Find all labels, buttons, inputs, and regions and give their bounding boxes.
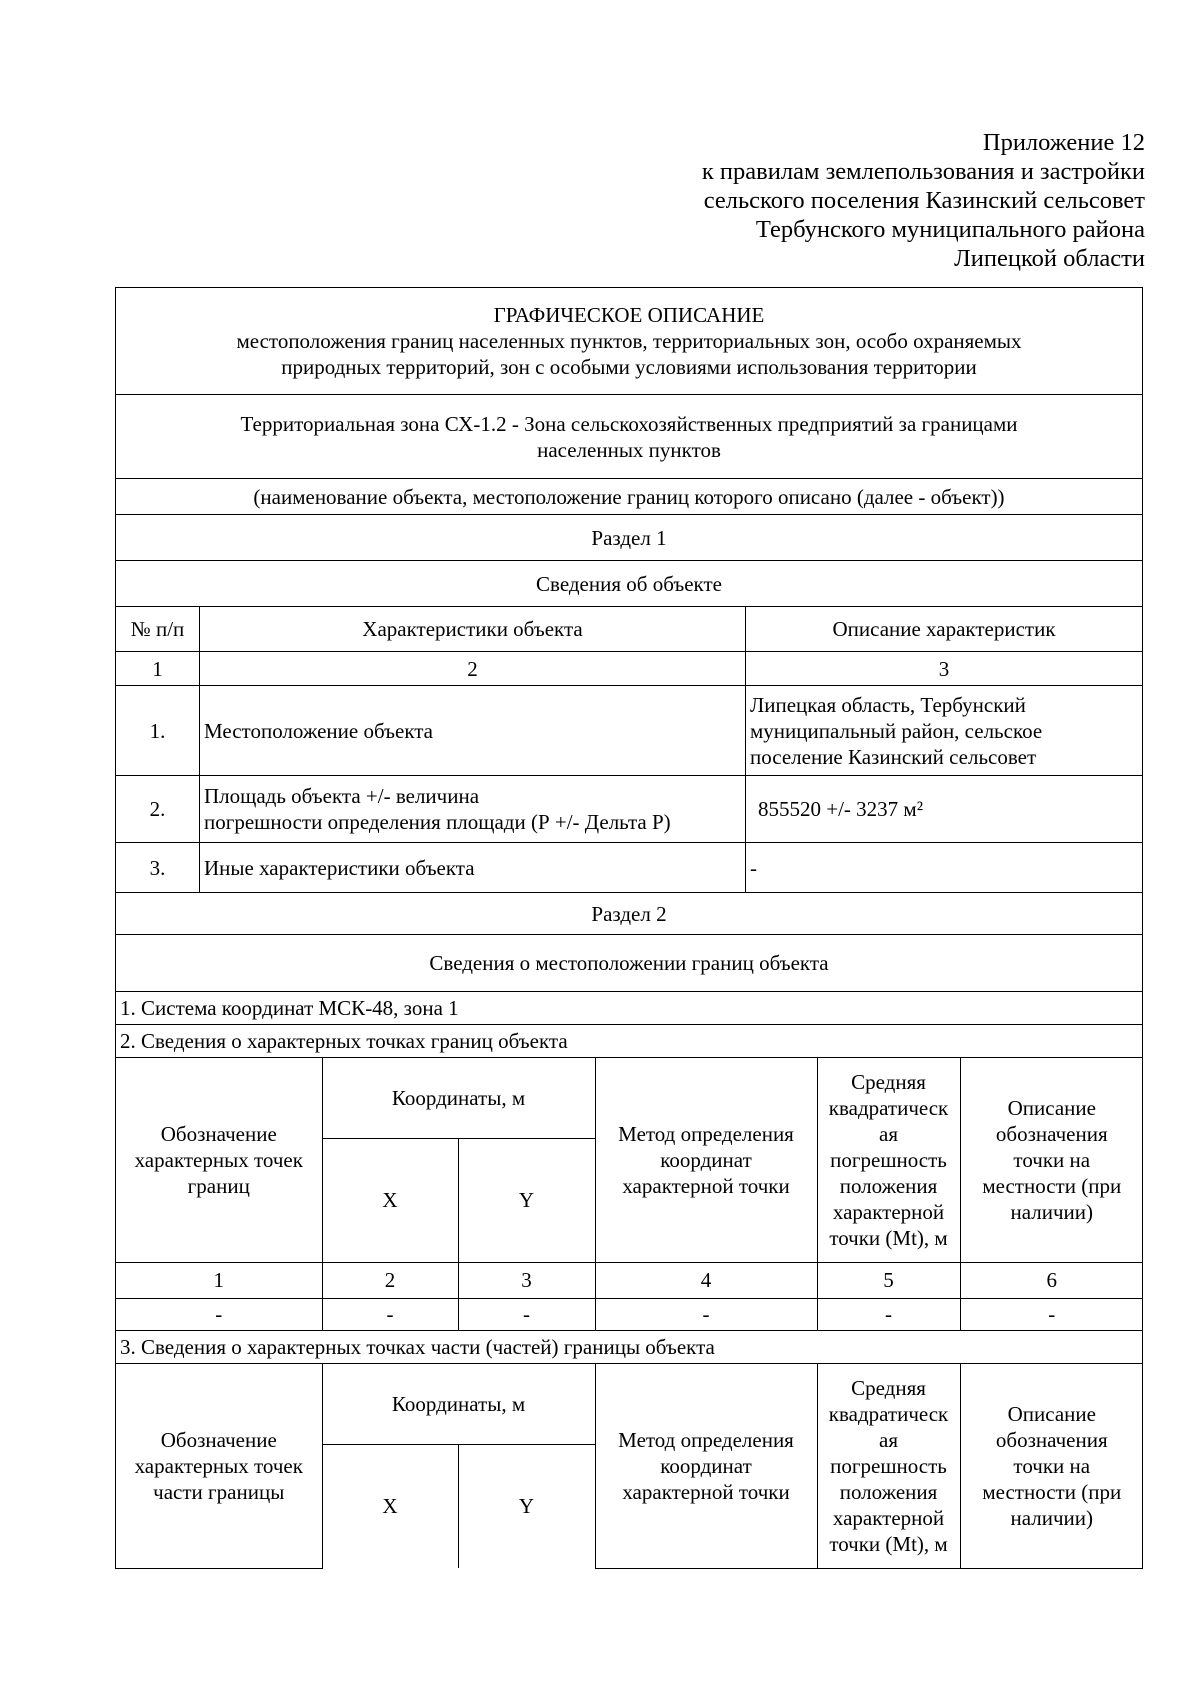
row-number: 2. [116, 776, 200, 843]
header-text: характерной точки [622, 1173, 790, 1198]
header-text: координат [660, 1147, 752, 1172]
column-number: 5 [817, 1262, 960, 1298]
object-name-line: населенных пунктов [537, 437, 721, 462]
object-caption-row [116, 479, 1143, 515]
header-line: сельского поселения Казинский сельсовет [703, 187, 1145, 214]
empty-cell: - [960, 1298, 1143, 1330]
coordinates-header: Координаты, м [322, 1058, 595, 1138]
coord-system: 1. Система координат МСК-48, зона 1 [116, 992, 1143, 1025]
column-number: 2 [200, 652, 746, 686]
header-text: наличии) [1010, 1505, 1094, 1530]
header-text: характерной точки [622, 1479, 790, 1504]
header-text: ая [879, 1427, 898, 1452]
row-number: 3. [116, 843, 200, 893]
table-row [116, 776, 1143, 843]
header-text: Обозначение [160, 1427, 277, 1452]
header-text: характерной [832, 1505, 945, 1530]
section-label-row [116, 893, 1143, 935]
header-line: Липецкой области [954, 245, 1145, 272]
empty-cell: - [322, 1298, 458, 1330]
title-main: ГРАФИЧЕСКОЕ ОПИСАНИЕ [493, 303, 765, 327]
table-header-row [116, 607, 1143, 652]
graphic-description-table [115, 287, 1143, 1569]
characteristic-cell [200, 776, 746, 843]
y-header: Y [458, 1138, 595, 1262]
header-text: положения [839, 1173, 938, 1198]
section2-title: Сведения о местоположении границ объекта [116, 935, 1143, 992]
coord-system-row [116, 992, 1143, 1025]
header-text: квадратическ [828, 1401, 949, 1426]
section1-title: Сведения об объекте [116, 561, 1143, 607]
description-cell [746, 686, 1143, 776]
object-name [116, 395, 1143, 479]
header-text: Средняя [851, 1375, 926, 1400]
column-number: 3 [746, 652, 1143, 686]
points-title-row [116, 1025, 1143, 1058]
column-number: 1 [116, 652, 200, 686]
method-header [595, 1058, 817, 1262]
column-header: Описание характеристик [746, 607, 1143, 652]
column-numbers-row [116, 652, 1143, 686]
header-text: наличии) [1010, 1199, 1094, 1224]
header-text: погрешность [830, 1147, 947, 1172]
document-title [116, 288, 1143, 395]
error-header [817, 1364, 960, 1568]
title-line: местоположения границ населенных пунктов, территориальных зон, особо охраняемых [236, 329, 1022, 353]
object-name-line: Территориальная зона СХ-1.2 - Зона сельскохозяйственных предприятий за границами [240, 411, 1018, 436]
table-row [116, 686, 1143, 776]
column-number: 1 [116, 1262, 322, 1298]
header-text: местности (при [982, 1173, 1122, 1198]
column-numbers-row [116, 1262, 1143, 1298]
point-designation-header [116, 1364, 322, 1568]
title-line: природных территорий, зон с особыми условиями использования территории [281, 355, 977, 379]
points-title: 2. Сведения о характерных точках границ объекта [116, 1025, 1143, 1058]
section-title-row [116, 561, 1143, 607]
header-text: обозначения [995, 1121, 1108, 1146]
header-text: точки на [1013, 1453, 1091, 1478]
header-text: части границы [153, 1479, 285, 1504]
header-line: к правилам землепользования и застройки [701, 158, 1145, 185]
header-text: границ [187, 1173, 250, 1198]
characteristic-text: Площадь объекта +/- величина [204, 784, 480, 808]
header-text: Описание [1007, 1401, 1096, 1426]
column-number: 6 [960, 1262, 1143, 1298]
section1-label: Раздел 1 [116, 515, 1143, 561]
column-number: 3 [458, 1262, 595, 1298]
point-description-header [960, 1058, 1143, 1262]
description-cell [746, 843, 1143, 893]
header-text: характерной [832, 1199, 945, 1224]
table-row [116, 843, 1143, 893]
empty-cell: - [458, 1298, 595, 1330]
header-text: положения [839, 1479, 938, 1504]
error-header [817, 1058, 960, 1262]
description-text: - [750, 855, 757, 880]
header-text: квадратическ [828, 1095, 949, 1120]
section-label-row [116, 515, 1143, 561]
header-text: Описание [1007, 1095, 1096, 1120]
document-header [585, 128, 1145, 273]
parts-table-cell [116, 1364, 1143, 1569]
empty-cell: - [116, 1298, 322, 1330]
x-header: X [322, 1138, 458, 1262]
header-text: Средняя [851, 1069, 926, 1094]
table-row [116, 1298, 1143, 1330]
coordinates-header: Координаты, м [322, 1364, 595, 1444]
empty-cell: - [817, 1298, 960, 1330]
column-number: 2 [322, 1262, 458, 1298]
header-line: Приложение 12 [982, 129, 1145, 156]
y-header: Y [458, 1444, 595, 1568]
description-text: Липецкая область, Тербунский [750, 692, 1026, 717]
characteristic-cell [200, 843, 746, 893]
empty-cell: - [595, 1298, 817, 1330]
parts-table [116, 1364, 1143, 1569]
header-text: ая [879, 1121, 898, 1146]
header-text: обозначения [995, 1427, 1108, 1452]
header-text: Обозначение [160, 1121, 277, 1146]
parts-title: 3. Сведения о характерных точках части (частей) границы объекта [116, 1331, 1143, 1364]
header-text: погрешность [830, 1453, 947, 1478]
characteristic-text: Иные характеристики объекта [204, 855, 475, 880]
header-text: характерных точек [134, 1147, 303, 1172]
points-table-cell [116, 1058, 1143, 1331]
column-number: 4 [595, 1262, 817, 1298]
row-number: 1. [116, 686, 200, 776]
header-text: Метод определения [618, 1427, 794, 1452]
area-value: 855520 +/- 3237 м² [758, 797, 924, 821]
header-text: точки (Mt), м [829, 1531, 948, 1556]
header-text: координат [660, 1453, 752, 1478]
characteristic-text: погрешности определения площади (Р +/- Дельта Р) [204, 810, 671, 834]
point-description-header [960, 1364, 1143, 1568]
description-cell [746, 776, 1143, 843]
header-text: местности (при [982, 1479, 1122, 1504]
method-header [595, 1364, 817, 1568]
object-name-row [116, 395, 1143, 479]
description-text: поселение Казинский сельсовет [750, 744, 1037, 769]
object-caption: (наименование объекта, местоположение границ которого описано (далее - объект)) [116, 479, 1143, 515]
parts-table-row [116, 1364, 1143, 1569]
points-table-row [116, 1058, 1143, 1331]
section2-label: Раздел 2 [116, 893, 1143, 935]
column-header: Характеристики объекта [200, 607, 746, 652]
column-header: № п/п [116, 607, 200, 652]
parts-title-row [116, 1331, 1143, 1364]
x-header: X [322, 1444, 458, 1568]
header-text: точки на [1013, 1147, 1091, 1172]
header-text: точки (Mt), м [829, 1225, 948, 1250]
characteristic-text: Местоположение объекта [204, 718, 434, 743]
header-text: Метод определения [618, 1121, 794, 1146]
title-row [116, 288, 1143, 395]
header-text: характерных точек [134, 1453, 303, 1478]
point-designation-header [116, 1058, 322, 1262]
header-line: Тербунского муниципального района [755, 216, 1145, 243]
section-title-row [116, 935, 1143, 992]
characteristic-cell [200, 686, 746, 776]
points-table [116, 1058, 1143, 1330]
description-text: муниципальный район, сельское [750, 718, 1043, 743]
